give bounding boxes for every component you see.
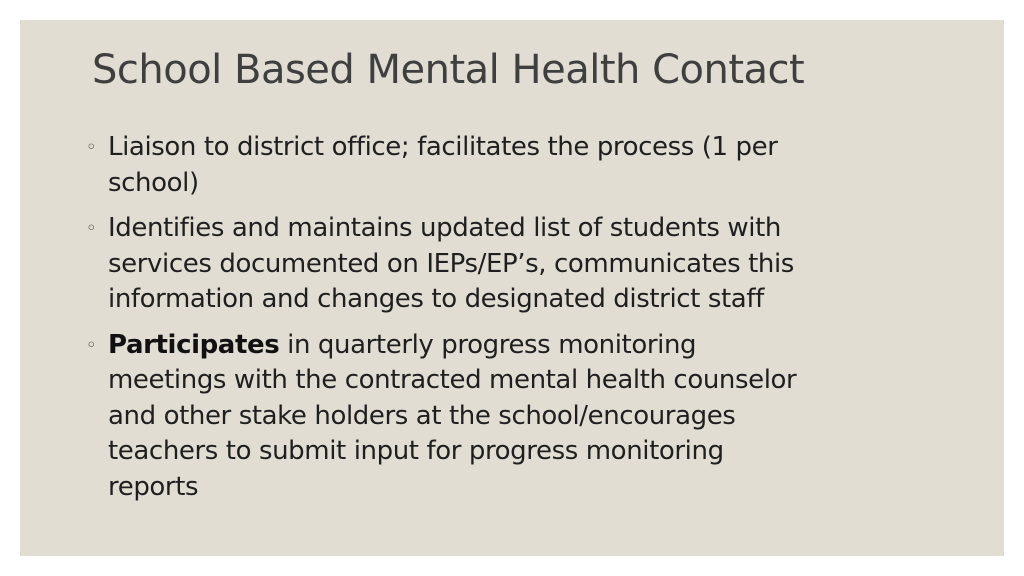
bullet-marker-icon: ◦ (86, 218, 97, 239)
bullet-item (86, 328, 806, 506)
bullet-item (86, 130, 806, 201)
bullet-item (86, 211, 806, 318)
bullet-bold-lead: Participates (108, 329, 280, 360)
slide (20, 20, 1004, 556)
bullet-text: in quarterly progress monitoring meetings with the contracted mental health counselor and other stake holders at the school/encourages teachers to submit input for progress monitoring reports (108, 329, 797, 502)
bullet-text: Identifies and maintains updated list of students with services documented on IEPs/EP’s, communicates this information and changes to designated district staff (108, 213, 794, 314)
bullet-marker-icon: ◦ (86, 137, 97, 158)
bullet-marker-icon: ◦ (86, 334, 97, 356)
bullet-text: Liaison to district office; facilitates the process (1 per school) (108, 132, 778, 198)
slide-title: School Based Mental Health Contact (92, 47, 805, 93)
bullet-list (86, 130, 806, 515)
